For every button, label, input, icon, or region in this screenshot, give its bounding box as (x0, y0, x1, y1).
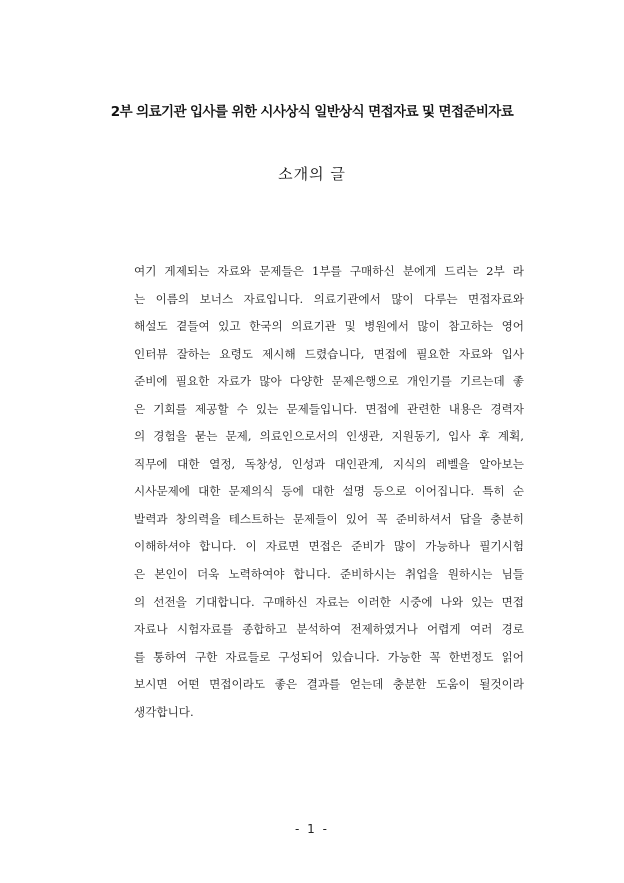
body-line: 보시면 어떤 면접이라도 좋은 결과를 얻는데 충분한 도움이 될것이라 (134, 677, 524, 692)
body-line: 인터뷰 잘하는 요령도 제시해 드렸습니다, 면접에 필요한 자료와 입사 (134, 346, 524, 361)
body-line: 생각합니다. (134, 704, 194, 719)
body-line: 발력과 창의력을 테스트하는 문제들이 있어 꼭 준비하셔서 답을 충분히 (134, 511, 524, 526)
body-line: 해설도 곁들여 있고 한국의 의료기관 및 병원에서 많이 참고하는 영어 (134, 319, 524, 334)
body-line: 의 경험을 묻는 문제, 의료인으로서의 인생관, 지원동기, 입사 후 계획, (134, 429, 524, 444)
body-line: 준비에 필요한 자료가 많아 다양한 문제은행으로 개인기를 기르는데 좋 (134, 374, 524, 389)
body-line: 자료나 시험자료를 종합하고 분석하여 전제하였거나 어렵게 여러 경로 (134, 622, 524, 637)
body-line: 이해하셔야 합니다. 이 자료면 면접은 준비가 많이 가능하나 필기시험 (134, 539, 524, 554)
document-title: 2부 의료기관 입사를 위한 시사상식 일반상식 면접자료 및 면접준비자료 (110, 104, 514, 120)
intro-heading: 소개의 글 (278, 165, 346, 183)
body-line: 시사문제에 대한 문제의식 등에 대한 설명 등으로 이어집니다. 특히 순 (134, 484, 524, 499)
body-line: 의 선전을 기대합니다. 구매하신 자료는 이러한 시중에 나와 있는 면접 (134, 594, 524, 609)
body-line: 는 이름의 보너스 자료입니다. 의료기관에서 많이 다루는 면접자료와 (134, 291, 524, 306)
page-number: - 1 - (295, 822, 329, 836)
body-line: 은 기회를 제공할 수 있는 문제들입니다. 면접에 관련한 내용은 경력자 (134, 401, 524, 416)
body-line: 은 본인이 더욱 노력하여야 합니다. 준비하시는 취업을 원하시는 님들 (134, 567, 524, 582)
body-line: 직무에 대한 열정, 독창성, 인성과 대인관계, 지식의 레벨을 알아보는 (134, 456, 524, 471)
body-line: 를 통하여 구한 자료들로 구성되어 있습니다. 가능한 꼭 한번정도 읽어 (134, 649, 524, 664)
intro-body (134, 262, 524, 730)
body-line: 여기 게제되는 자료와 문제들은 1부를 구매하신 분에게 드리는 2부 라 (134, 264, 524, 278)
